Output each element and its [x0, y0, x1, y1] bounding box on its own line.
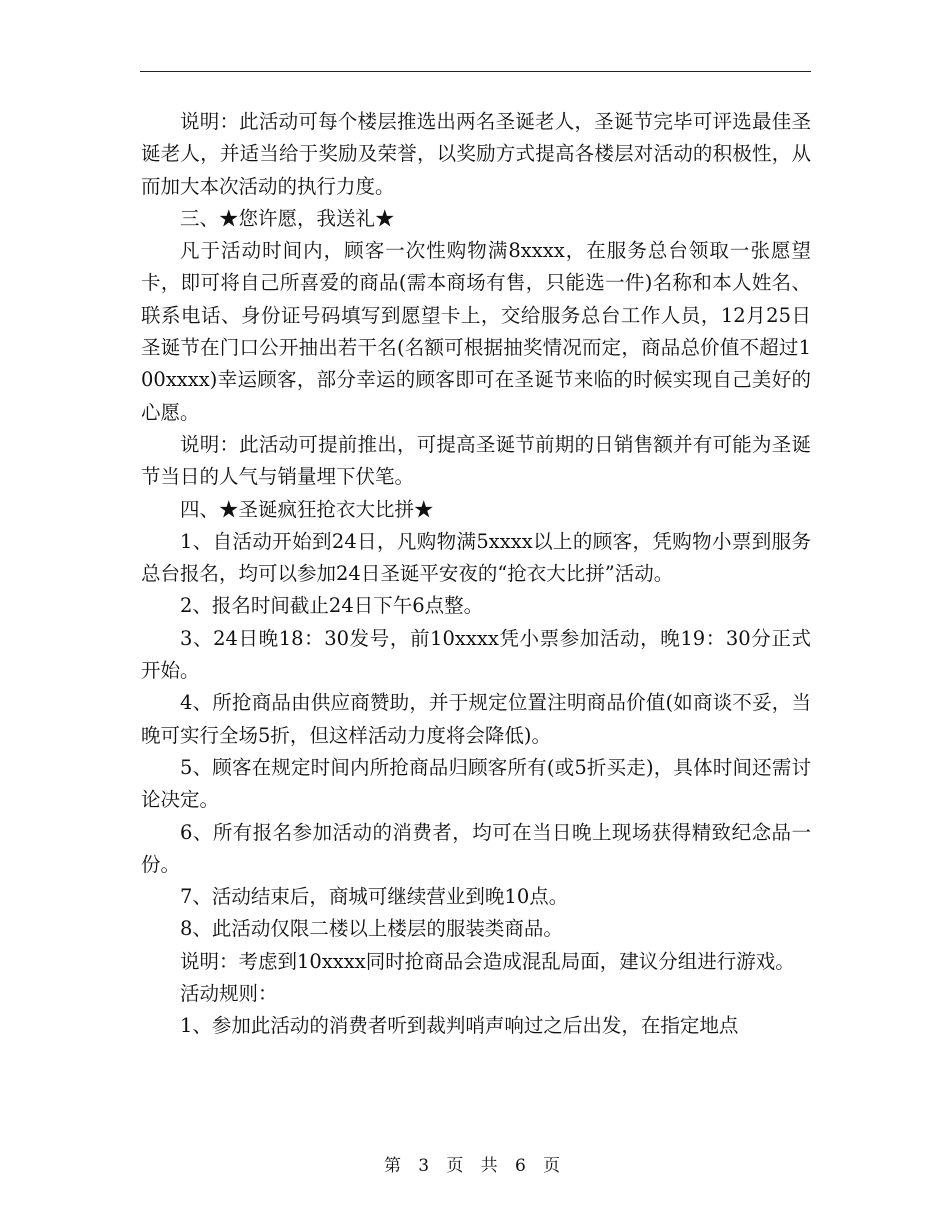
rule-item-1: 1、参加此活动的消费者听到裁判哨声响过之后出发，在指定地点 [180, 1014, 739, 1038]
section-heading-4: 四、★圣诞疯狂抢衣大比拼★ [180, 497, 434, 521]
rules-heading: 活动规则： [180, 982, 278, 1006]
page-footer: 第 3 页 共 6 页 [383, 1156, 567, 1176]
paragraph-wish-card: 凡于活动时间内，顾客一次性购物满8xxxx，在服务总台领取一张愿望卡，即可将自己所喜爱的商品(需本商场有售，只能选一件)名称和本人姓名、联系电话、身份证号码填写到愿望卡上，交给服务总台工作人员，12月25日圣诞节在门口公开抽出若干名(名额可根据抽奖情况而定，商品总价值不超过100xxxx)幸运顾客，部分幸运的顾客即可在圣诞节来临的时候实现自己美好的心愿。 [141, 239, 811, 424]
paragraph-note-1: 说明：此活动可每个楼层推选出两名圣诞老人，圣诞节完毕可评选最佳圣诞老人，并适当给于奖励及荣誉，以奖励方式提高各楼层对活动的积极性，从而加大本次活动的执行力度。 [141, 110, 811, 198]
list-item-2: 2、报名时间截止24日下午6点整。 [180, 594, 484, 618]
paragraph-note-3: 说明：考虑到10xxxx同时抢商品会造成混乱局面，建议分组进行游戏。 [180, 949, 795, 973]
list-item-6: 6、所有报名参加活动的消费者，均可在当日晚上现场获得精致纪念品一份。 [141, 820, 811, 876]
section-heading-3: 三、★您许愿，我送礼★ [180, 206, 395, 230]
list-item-3: 3、24日晚18：30发号，前10xxxx凭小票参加活动，晚19：30分正式开始。 [141, 626, 811, 683]
list-item-1: 1、自活动开始到24日，凡购物满5xxxx以上的顾客，凭购物小票到服务总台报名，均可以参加24日圣诞平安夜的“抢衣大比拼”活动。 [141, 529, 811, 586]
header-rule [140, 71, 811, 72]
list-item-7: 7、活动结束后，商城可继续营业到晚10点。 [180, 885, 569, 909]
document-body [141, 106, 811, 1043]
paragraph-note-2: 说明：此活动可提前推出，可提高圣诞节前期的日销售额并有可能为圣诞节当日的人气与销量埋下伏笔。 [141, 432, 811, 489]
list-item-4: 4、所抢商品由供应商赞助，并于规定位置注明商品价值(如商谈不妥，当晚可实行全场5折，但这样活动力度将会降低)。 [141, 691, 811, 747]
list-item-5: 5、顾客在规定时间内所抢商品归顾客所有(或5折买走)，具体时间还需讨论决定。 [141, 755, 811, 812]
list-item-8: 8、此活动仅限二楼以上楼层的服装类商品。 [180, 917, 563, 941]
